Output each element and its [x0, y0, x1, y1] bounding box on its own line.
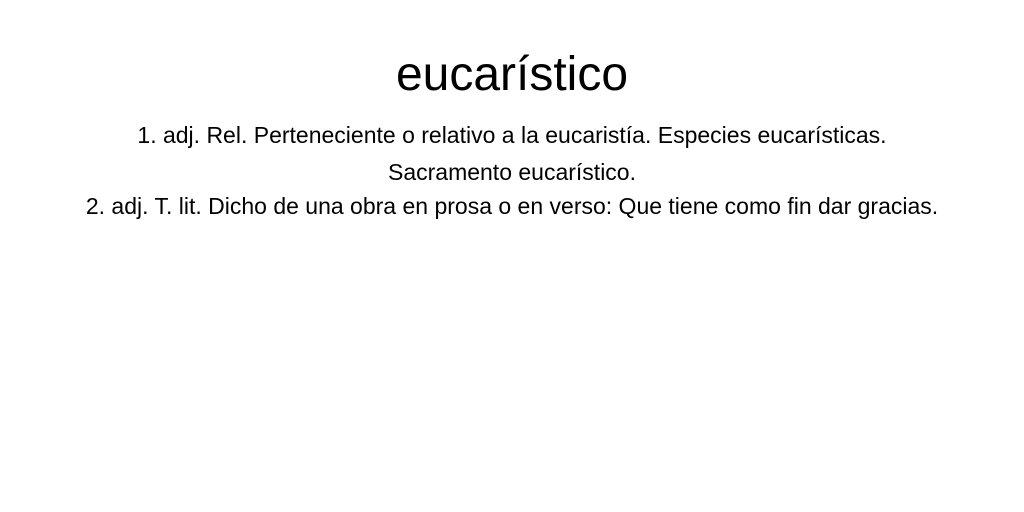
definition-1: 1. adj. Rel. Perteneciente o relativo a la eucaristía. Especies eucarísticas. Sacramento eucarístico.: [137, 122, 887, 185]
definition-2: 2. adj. T. lit. Dicho de una obra en prosa o en verso: Que tiene como fin dar gracias.: [85, 193, 939, 219]
definition-list: [82, 117, 942, 225]
dictionary-entry: [0, 0, 1024, 225]
headword: eucarístico: [395, 48, 629, 101]
